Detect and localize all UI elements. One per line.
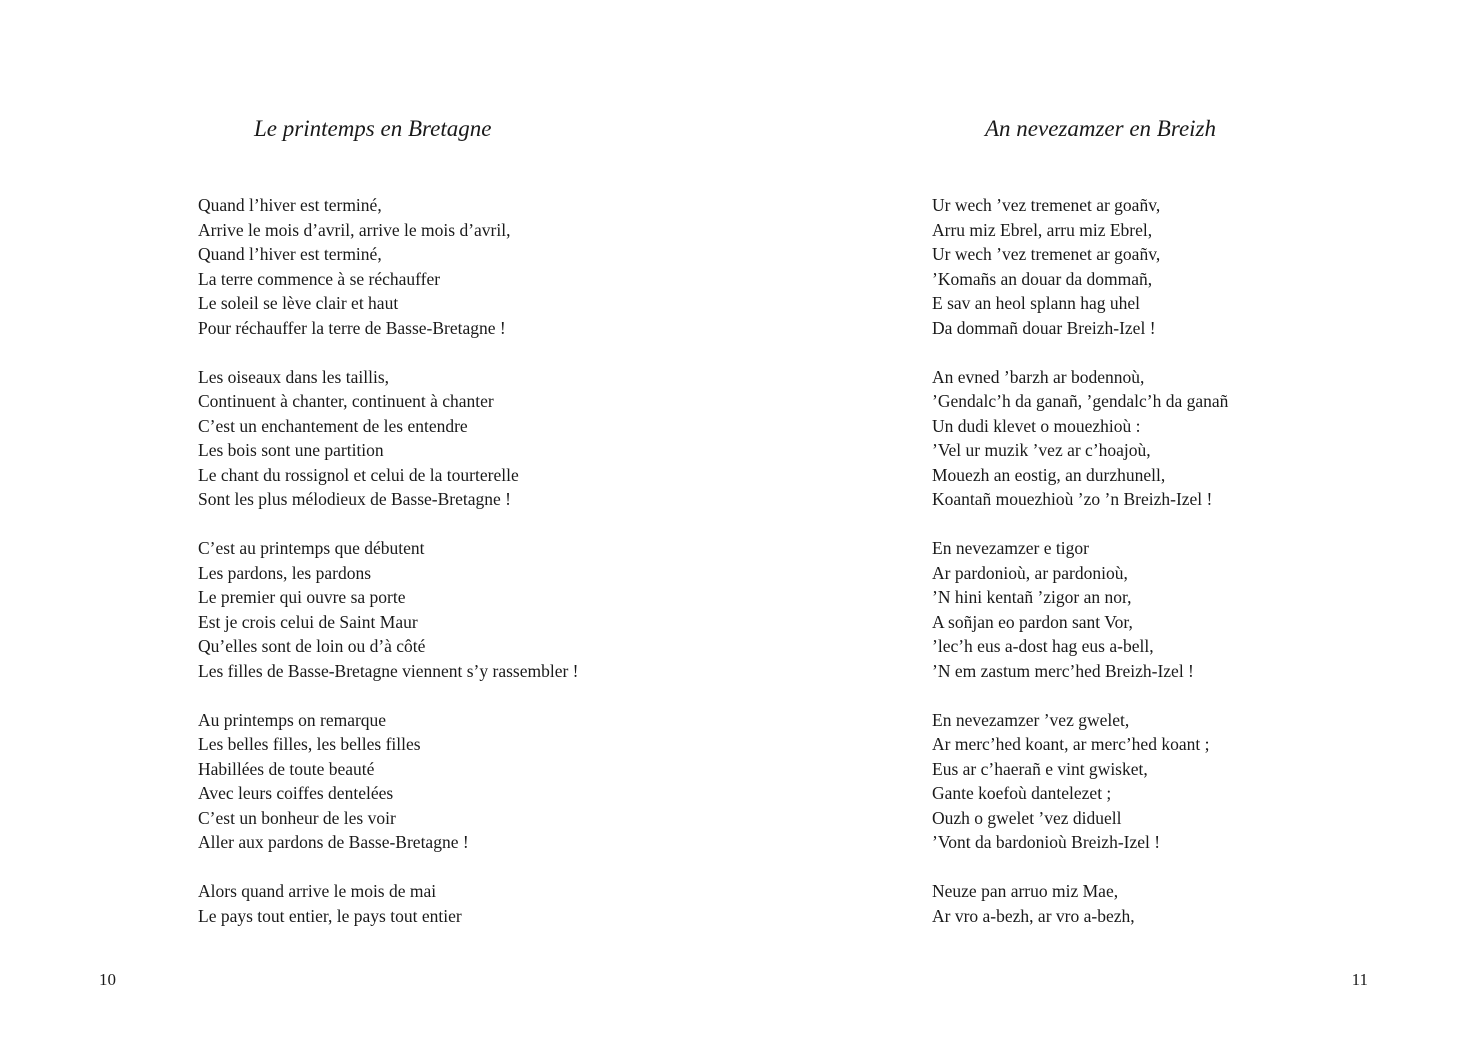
verse-line: En nevezamzer e tigor xyxy=(932,538,1089,558)
verse-line: Koantañ mouezhioù ’zo ’n Breizh-Izel ! xyxy=(932,489,1213,509)
verse-line: Eus ar c’haerañ e vint gwisket, xyxy=(932,758,1148,779)
verse-line: ’N em zastum merc’hed Breizh-Izel ! xyxy=(932,660,1194,681)
stanza xyxy=(932,365,1228,512)
verse-line: Ur wech ’vez tremenet ar goañv, xyxy=(932,195,1161,215)
verse-line: An evned ’barzh ar bodennoù, xyxy=(932,366,1145,387)
verse-line: E sav an heol splann hag uhel xyxy=(932,293,1141,313)
verse-line: C’est au printemps que débutent xyxy=(198,538,425,558)
verse-line: Continuent à chanter, continuent à chanter xyxy=(198,391,494,411)
verse-line: Au printemps on remarque xyxy=(198,709,387,730)
right-page xyxy=(734,0,1468,1042)
verse-line: ’Vel ur muzik ’vez ar c’hoajoù, xyxy=(932,440,1151,460)
verse-line: Pour réchauffer la terre de Basse-Bretagne ! xyxy=(198,317,506,338)
verse-line: Da dommañ douar Breizh-Izel ! xyxy=(932,317,1156,338)
verse-line: Les filles de Basse-Bretagne viennent s’y rassembler ! xyxy=(198,660,579,681)
verse-line: Arru miz Ebrel, arru miz Ebrel, xyxy=(932,219,1153,240)
verse-line: Quand l’hiver est terminé, xyxy=(198,195,382,215)
verse-line: Habillées de toute beauté xyxy=(198,758,375,779)
verse-line: ’lec’h eus a-dost hag eus a-bell, xyxy=(932,636,1154,656)
verse-line: ’Komañs an douar da dommañ, xyxy=(932,268,1153,289)
verse-line: Quand l’hiver est terminé, xyxy=(198,244,382,264)
verse-line: ’Gendalc’h da ganañ, ’gendalc’h da ganañ xyxy=(932,391,1229,411)
stanza xyxy=(198,536,579,683)
poem-french xyxy=(198,193,579,928)
verse-line: C’est un bonheur de les voir xyxy=(198,807,396,828)
verse-line: Mouezh an eostig, an durzhunell, xyxy=(932,464,1166,485)
verse-line: Est je crois celui de Saint Maur xyxy=(198,611,418,632)
verse-line: Un dudi klevet o mouezhioù : xyxy=(932,415,1141,436)
page-number: 10 xyxy=(99,970,116,989)
stanza xyxy=(932,879,1228,928)
verse-line: Gante koefoù dantelezet ; xyxy=(932,783,1112,803)
stanza xyxy=(198,879,579,928)
poem-breton xyxy=(932,193,1228,928)
stanza xyxy=(198,365,579,512)
stanza xyxy=(932,193,1228,340)
verse-line: Les oiseaux dans les taillis, xyxy=(198,366,390,387)
verse-line: Ar pardonioù, ar pardonioù, xyxy=(932,562,1128,583)
verse-line: Aller aux pardons de Basse-Bretagne ! xyxy=(198,832,469,852)
verse-line: Ur wech ’vez tremenet ar goañv, xyxy=(932,244,1161,264)
verse-line: Les bois sont une partition xyxy=(198,440,384,460)
verse-line: Les pardons, les pardons xyxy=(198,562,372,583)
stanza xyxy=(932,708,1228,855)
verse-line: Le premier qui ouvre sa porte xyxy=(198,587,406,607)
verse-line: Ouzh o gwelet ’vez diduell xyxy=(932,807,1122,828)
poem-title-french: Le printemps en Bretagne xyxy=(254,116,492,141)
verse-line: Sont les plus mélodieux de Basse-Bretagne ! xyxy=(198,489,511,509)
verse-line: Les belles filles, les belles filles xyxy=(198,734,421,754)
verse-line: Arrive le mois d’avril, arrive le mois d’avril, xyxy=(198,219,511,240)
verse-line: En nevezamzer ’vez gwelet, xyxy=(932,709,1130,730)
stanza xyxy=(198,193,579,340)
verse-line: ’Vont da bardonioù Breizh-Izel ! xyxy=(932,832,1161,852)
verse-line: ’N hini kentañ ’zigor an nor, xyxy=(932,587,1132,607)
verse-line: Ar vro a-bezh, ar vro a-bezh, xyxy=(932,905,1135,926)
verse-line: C’est un enchantement de les entendre xyxy=(198,415,468,436)
verse-line: Avec leurs coiffes dentelées xyxy=(198,783,394,803)
verse-line: Le pays tout entier, le pays tout entier xyxy=(198,905,462,926)
verse-line: Le chant du rossignol et celui de la tourterelle xyxy=(198,464,519,485)
verse-line: La terre commence à se réchauffer xyxy=(198,268,441,289)
verse-line: Alors quand arrive le mois de mai xyxy=(198,881,437,901)
verse-line: A soñjan eo pardon sant Vor, xyxy=(932,611,1133,632)
stanza xyxy=(198,708,579,855)
verse-line: Le soleil se lève clair et haut xyxy=(198,293,399,313)
stanza xyxy=(932,536,1228,683)
verse-line: Qu’elles sont de loin ou d’à côté xyxy=(198,636,426,656)
page-number: 11 xyxy=(1351,970,1368,989)
verse-line: Neuze pan arruo miz Mae, xyxy=(932,881,1119,901)
verse-line: Ar merc’hed koant, ar merc’hed koant ; xyxy=(932,734,1210,754)
poem-title-breton: An nevezamzer en Breizh xyxy=(985,116,1216,141)
